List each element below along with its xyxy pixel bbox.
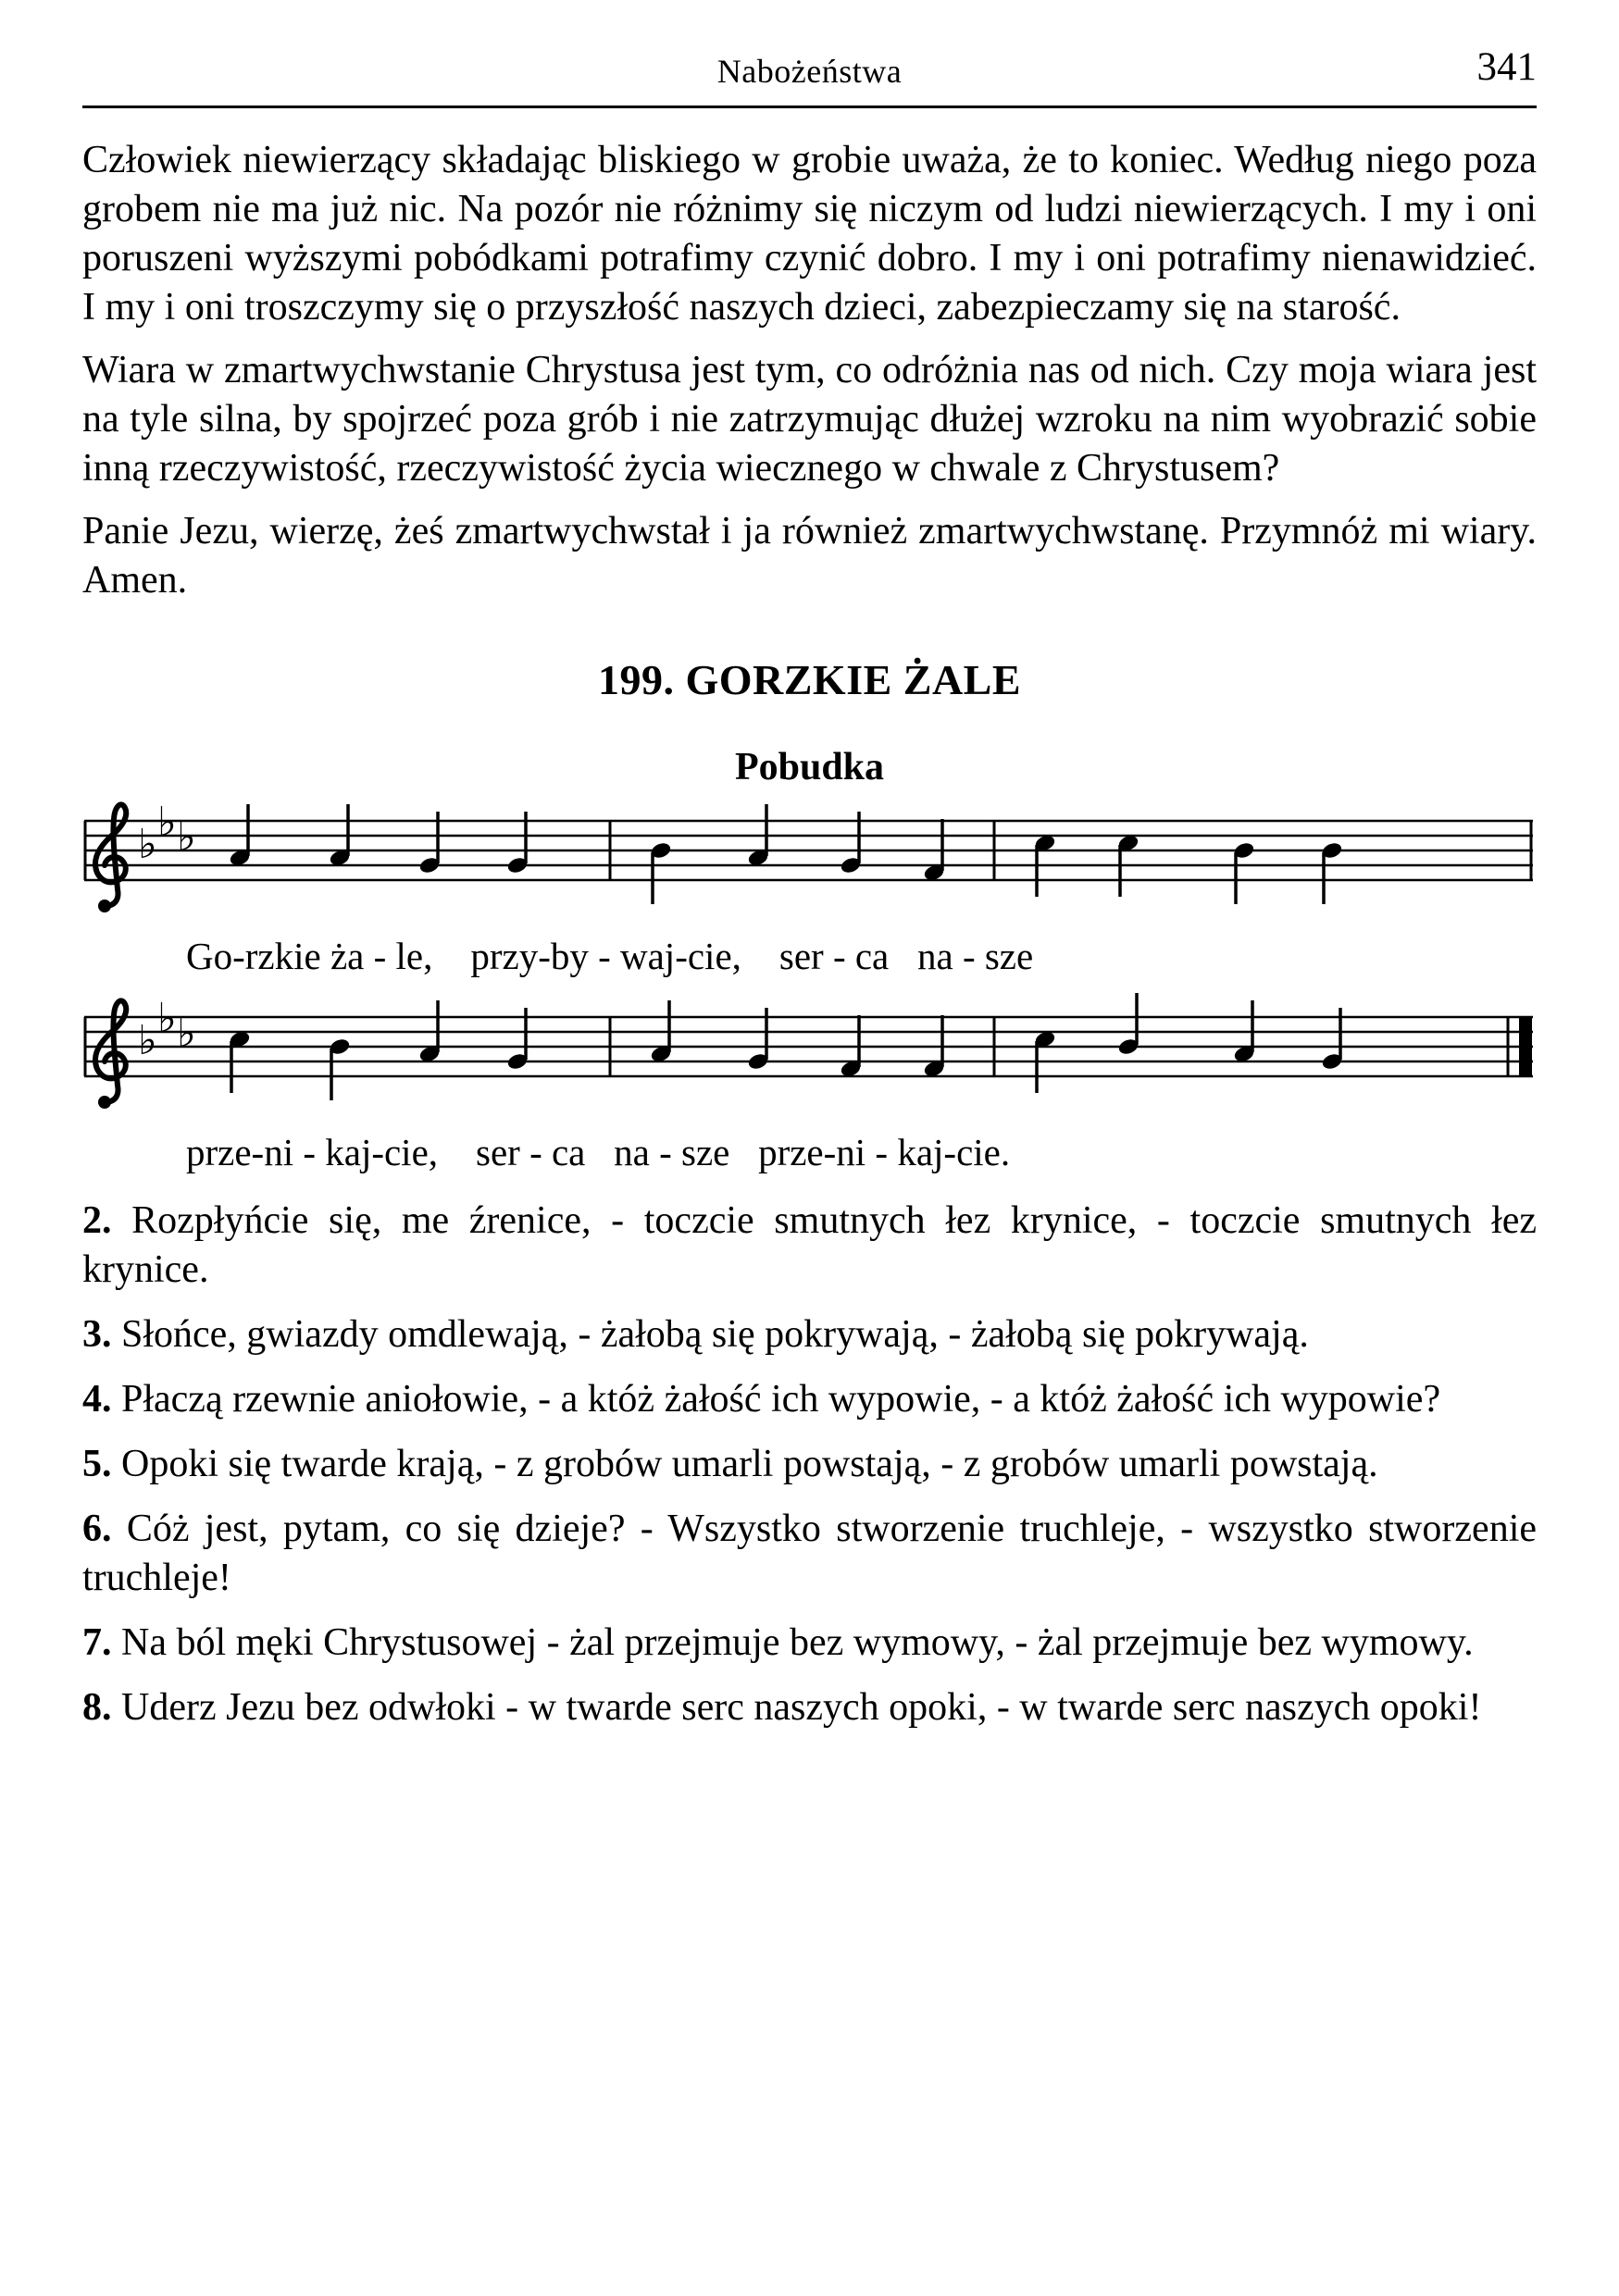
flat-sign-icon: ♭ bbox=[177, 1010, 196, 1057]
verse-text: Rozpłyńcie się, me źrenice, - toczcie smutnych łez krynice, - toczcie smutnych łez krynice. bbox=[82, 1199, 1537, 1291]
flat-sign-icon: ♭ bbox=[157, 995, 177, 1042]
verse bbox=[82, 1619, 1537, 1668]
flat-sign-icon: ♭ bbox=[138, 1017, 157, 1064]
verse-text: Płaczą rzewnie aniołowie, - a któż żałość ich wypowie, - a któż żałość ich wypowie? bbox=[121, 1378, 1441, 1421]
verse bbox=[82, 1440, 1537, 1489]
staff-lines bbox=[84, 821, 1533, 880]
running-header-title: Nabożeństwa bbox=[716, 53, 903, 90]
flat-sign-icon: ♭ bbox=[177, 813, 196, 861]
paragraph: Panie Jezu, wierzę, żeś zmartwychwstał i ja również zmartwychwstanę. Przymnóż mi wiary. Amen. bbox=[82, 510, 1537, 602]
header-divider bbox=[82, 105, 1537, 108]
flat-sign-icon: ♭ bbox=[138, 821, 157, 868]
verse-number: 5. bbox=[82, 1443, 112, 1485]
verse-number: 3. bbox=[82, 1313, 112, 1356]
verse-text: Opoki się twarde krają, - z grobów umarli powstają, - z grobów umarli powstają. bbox=[121, 1443, 1378, 1485]
hymn-subtitle: Pobudka bbox=[734, 746, 885, 788]
page-header bbox=[82, 46, 1537, 94]
verse-number: 8. bbox=[82, 1686, 112, 1729]
lyrics-line-1: Go-rzkie ża - le, przy-by - waj-cie, ser - ca na - sze bbox=[186, 935, 1034, 977]
notes-layer bbox=[229, 804, 1531, 904]
staff-lines bbox=[84, 1017, 1533, 1076]
verse-text: Słońce, gwiazdy omdlewają, - żałobą się pokrywają, - żałobą się pokrywają. bbox=[121, 1313, 1309, 1356]
verse bbox=[82, 1375, 1537, 1424]
hymn-heading: 199. GORZKIE ŻALE bbox=[597, 656, 1022, 703]
paragraph: Człowiek niewierzący składając bliskiego w grobie uważa, że to koniec. Według niego poza grobem nie ma już nic. Na pozór nie różnimy się niczym od ludzi niewierzących. I my i oni poruszeni wyższymi pobódkami potrafimy czynić dobro. I my i oni potrafimy nienawidzieć. I my i oni troszczymy się o przyszłość naszych dzieci, zabezpieczamy się na starość. bbox=[82, 139, 1537, 329]
verse-text: Cóż jest, pytam, co się dzieje? - Wszystko stworzenie truchleje, - wszystko stworzenie truchleje! bbox=[82, 1508, 1538, 1599]
lyrics-line-2: prze-ni - kaj-cie, ser - ca na - sze prze-ni - kaj-cie. bbox=[186, 1131, 1011, 1173]
music-staff-1 bbox=[82, 784, 1535, 941]
verse-text: Uderz Jezu bez odwłoki - w twarde serc naszych opoki, - w twarde serc naszych opoki! bbox=[121, 1686, 1482, 1729]
verse bbox=[82, 1683, 1537, 1732]
flat-sign-icon: ♭ bbox=[157, 799, 177, 846]
verse-number: 4. bbox=[82, 1378, 112, 1421]
verse-number: 6. bbox=[82, 1508, 112, 1550]
music-staff-2 bbox=[82, 980, 1535, 1137]
verse bbox=[82, 1197, 1537, 1295]
verse bbox=[82, 1505, 1537, 1603]
page-number: 341 bbox=[1476, 45, 1537, 89]
paragraph: Wiara w zmartwychwstanie Chrystusa jest tym, co odróżnia nas od nich. Czy moja wiara jest na tyle silna, by spojrzeć poza grób i nie zatrzymując dłużej wzroku na nim wyobrazić sobie inną rzeczywistość, rzeczywistość życia wiecznego w chwale z Chrystusem? bbox=[82, 349, 1537, 490]
verse-text: Na ból męki Chrystusowej - żal przejmuje bez wymowy, - żal przejmuje bez wymowy. bbox=[121, 1621, 1474, 1664]
verse-number: 7. bbox=[82, 1621, 112, 1664]
verse bbox=[82, 1310, 1537, 1359]
verse-number: 2. bbox=[82, 1199, 112, 1242]
music-notation bbox=[82, 784, 1537, 1176]
